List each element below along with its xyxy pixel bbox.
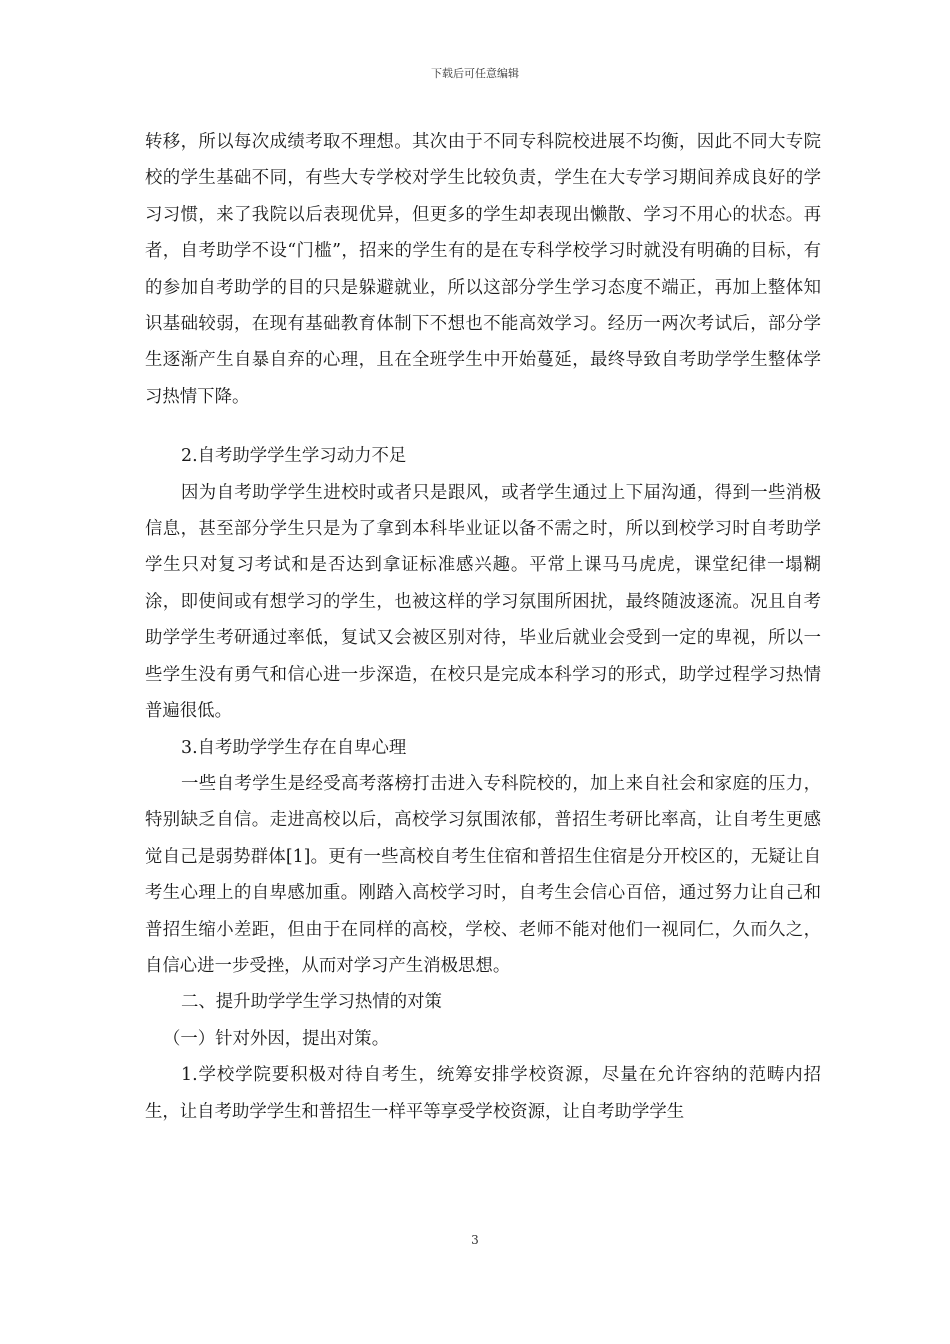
page-header: 下载后可任意编辑 [431, 67, 519, 80]
paragraph-learning-motivation: 因为自考助学学生进校时或者只是跟风，或者学生通过上下届沟通，得到一些消极信息，甚至部分学生只是为了拿到本科毕业证以备不需之时，所以到校学习时自考助学学生只对复习考试和是否达到拿证标准感兴趣。平常上课马马虎虎，课堂纪律一塌糊涂，即使间或有想学习的学生，也被这样的学习氛围所困扰，最终随波逐流。况且自考助学学生考研通过率低，复试又会被区别对待，毕业后就业会受到一定的卑视，所以一些学生没有勇气和信心进一步深造，在校只是完成本科学习的形式，助学过程学习热情普遍很低。 [145, 482, 821, 722]
subheading-learning-motivation: 2.自考助学学生学习动力不足 [181, 446, 407, 467]
page-number: 3 [471, 1233, 479, 1247]
subheading-inferiority: 3.自考助学学生存在自卑心理 [181, 737, 407, 758]
paragraph-school-resources: 1.学校学院要积极对待自考生，统筹安排学校资源，尽量在允许容纳的范畴内招生，让自考助学学生和普招生一样平等享受学校资源，让自考助学学生 [145, 1065, 821, 1122]
paragraph-continued: 转移，所以每次成绩考取不理想。其次由于不同专科院校进展不均衡，因此不同大专院校的学生基础不同，有些大专学校对学生比较负责，学生在大专学习期间养成良好的学习习惯，来了我院以后表现优异，但更多的学生却表现出懒散、学习不用心的状态。再者，自考助学不设“门槛”，招来的学生有的是在专科学校学习时就没有明确的目标，有的参加自考助学的目的只是躲避就业，所以这部分学生学习态度不端正，再加上整体知识基础较弱，在现有基础教育体制下不想也不能高效学习。经历一两次考试后，部分学生逐渐产生自暴自弃的心理，且在全班学生中开始蔓延，最终导致自考助学学生整体学习热情下降。 [145, 132, 821, 407]
paragraph-inferiority: 一些自考学生是经受高考落榜打击进入专科院校的，加上来自社会和家庭的压力，特别缺乏自信。走进高校以后，高校学习氛围浓郁，普招生考研比率高，让自考生更感觉自己是弱势群体[1]。更有一些高校自考生住宿和普招生住宿是分开校区的，无疑让自考生心理上的自卑感加重。刚踏入高校学习时，自考生会信心百倍，通过努力让自己和普招生缩小差距，但由于在同样的高校，学校、老师不能对他们一视同仁，久而久之，自信心进一步受挫，从而对学习产生消极思想。 [145, 773, 821, 976]
subsection-heading-external-causes: （一）针对外因，提出对策。 [163, 1028, 390, 1049]
section-heading-countermeasures: 二、提升助学学生学习热情的对策 [181, 992, 442, 1013]
document-body [145, 124, 821, 1130]
